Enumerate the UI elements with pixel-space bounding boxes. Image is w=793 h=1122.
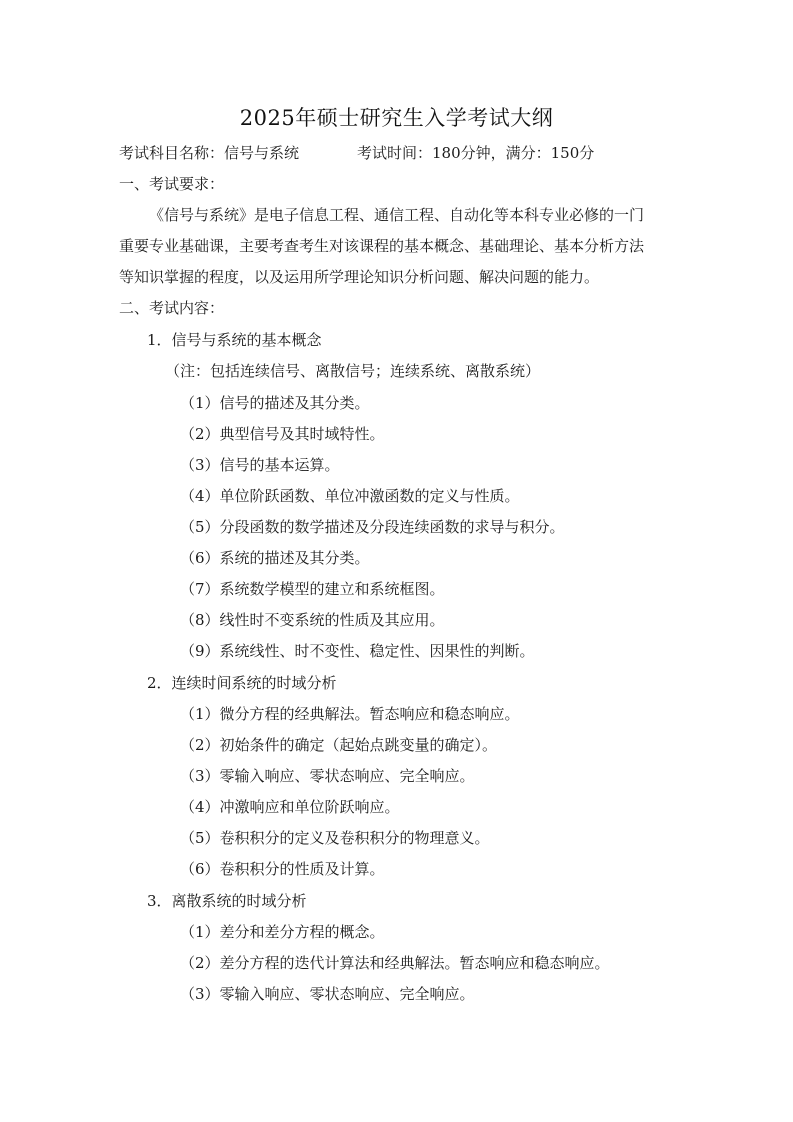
list-item: （1）信号的描述及其分类。 (180, 394, 370, 412)
topic-heading-1: 1．信号与系统的基本概念 (147, 331, 322, 349)
list-item: （8）线性时不变系统的性质及其应用。 (180, 611, 445, 629)
list-item: （9）系统线性、时不变性、稳定性、因果性的判断。 (180, 642, 535, 660)
exam-time-score: 考试时间：180分钟，满分：150分 (357, 144, 595, 162)
list-item: （3）零输入响应、零状态响应、完全响应。 (180, 985, 475, 1003)
list-item: （5）卷积积分的定义及卷积积分的物理意义。 (180, 829, 490, 847)
requirements-paragraph-line-2: 重要专业基础课，主要考查考生对该课程的基本概念、基础理论、基本分析方法 (119, 237, 645, 255)
list-item: （1）差分和差分方程的概念。 (180, 923, 385, 941)
list-item: （2）差分方程的迭代计算法和经典解法。暂态响应和稳态响应。 (180, 954, 610, 972)
list-item: （2）初始条件的确定（起始点跳变量的确定）。 (180, 736, 498, 754)
exam-subject: 考试科目名称：信号与系统 (119, 144, 300, 162)
list-item: （5）分段函数的数学描述及分段连续函数的求导与积分。 (180, 518, 565, 536)
topic-heading-2: 2．连续时间系统的时域分析 (147, 674, 337, 692)
section-heading-requirements: 一、考试要求： (119, 175, 225, 193)
list-item: （3）零输入响应、零状态响应、完全响应。 (180, 767, 475, 785)
list-item: （3）信号的基本运算。 (180, 456, 340, 474)
list-item: （1）微分方程的经典解法。暂态响应和稳态响应。 (180, 705, 520, 723)
page-title: 2025年硕士研究生入学考试大纲 (239, 106, 554, 130)
topic-note-1: （注：包括连续信号、离散信号；连续系统、离散系统） (165, 362, 541, 380)
requirements-paragraph-line-3: 等知识掌握的程度，以及运用所学理论知识分析问题、解决问题的能力。 (119, 268, 600, 286)
list-item: （4）冲激响应和单位阶跃响应。 (180, 798, 400, 816)
list-item: （6）系统的描述及其分类。 (180, 549, 370, 567)
section-heading-content: 二、考试内容： (119, 299, 225, 317)
list-item: （6）卷积积分的性质及计算。 (180, 860, 385, 878)
topic-heading-3: 3．离散系统的时域分析 (147, 892, 307, 910)
requirements-paragraph-line-1: 《信号与系统》是电子信息工程、通信工程、自动化等本科专业必修的一门 (149, 206, 645, 224)
list-item: （2）典型信号及其时域特性。 (180, 425, 385, 443)
list-item: （7）系统数学模型的建立和系统框图。 (180, 580, 445, 598)
list-item: （4）单位阶跃函数、单位冲激函数的定义与性质。 (180, 487, 520, 505)
